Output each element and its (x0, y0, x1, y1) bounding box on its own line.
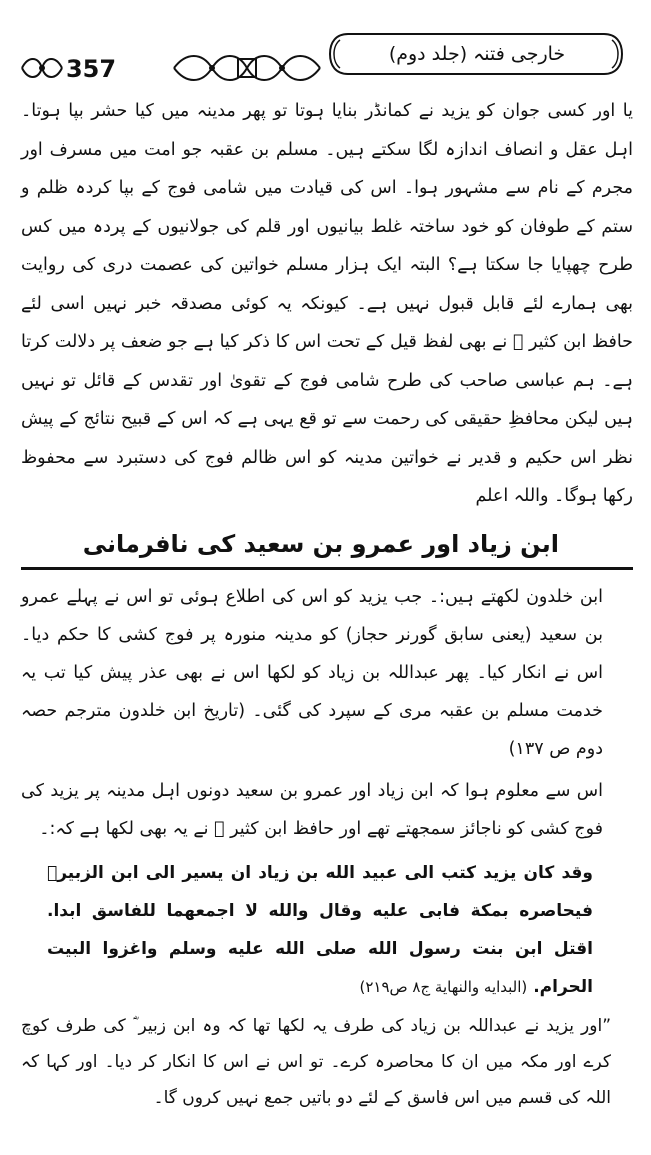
arabic-quote-reference: (البدايه والنهاية ج۸ ص۲۱۹) (359, 977, 528, 996)
heading-underline (21, 567, 633, 570)
center-ornament-icon (172, 50, 322, 86)
paragraph-1: یا اور کسی جوان کو یزید نے کمانڈر بنایا ہوتا تو پھر مدینہ میں کیا حشر بپا ہوتا۔ اہل عقل و انصاف اندازہ لگا سکتے ہیں۔ مسلم بن عقبہ جو امت میں مسرف اور مجرم کے نام سے مشہور ہوا۔ اس کی قیادت میں شامی فوج کے بپا کردہ ظلم و ستم کے طوفان کو خود ساختہ غلط بیانیوں اور قلم کی جولانیوں کے پردہ میں کس طرح چھپایا جا سکتا ہے؟ البتہ ایک ہزار مسلم خواتین کی عصمت دری کی روایت بھی ہمارے لئے قابل قبول نہیں ہے۔ کیونکہ یہ کوئی مصدقہ خبر نہیں اسی لئے حافظ ابن کثیر ﷫ نے بھی لفظ قیل کے تحت اس کا ذکر کیا ہے جو ضعف پر دلالت کرتا ہے۔ ہم عباسی صاحب کی طرح شامی فوج کے تقویٰ اور تقدس کے قائل تو نہیں ہیں لیکن محافظِ حقیقی کی رحمت سے تو قع یہی ہے کہ اس کے قبیح نتائج کے پیش نظر اس حکیم و قدیر نے خواتین مدینہ کو اس ظالم فوج کی دستبرد سے محفوظ رکھا ہوگا۔ واللہ اعلم (21, 101, 633, 506)
paragraph-3: اس سے معلوم ہوا کہ ابن زیاد اور عمرو بن سعید دونوں اہل مدینہ پر یزید کی فوج کشی کو ناجائز سمجھتے تھے اور حافظ ابن کثیر ﷫ نے یہ بھی لکھا ہے کہ:۔ (21, 780, 603, 839)
section-heading-block (21, 520, 633, 572)
page-number: 357 (65, 55, 117, 83)
page-body (21, 92, 633, 1116)
section-heading: ابن زیاد اور عمرو بن سعید کی نافرمانی (82, 529, 559, 558)
book-title: خارجی فتنہ (جلد دوم) (388, 43, 566, 65)
arabic-quotation (47, 854, 593, 1006)
left-ornament-icon (18, 50, 66, 86)
urdu-translation: ”اور یزید نے عبداللہ بن زیاد کی طرف یہ لکھا تھا کہ وہ ابن زبیر ؓ کی طرف کوچ کرے اور مکہ میں ان کا محاصرہ کرے۔ تو اس نے اس کا انکار کر دیا۔ اور کہا کہ اللہ کی قسم میں اس فاسق کے لئے دو باتیں جمع نہیں کروں گا۔ (21, 1015, 611, 1108)
arabic-quote-text: وقد كان يزيد كتب الى عبيد الله بن زياد ان يسير الى ابن الزبيرؓ فيحاصره بمكة فابى عليه وقال والله لا اجمعهما للفاسق ابدا. اقتل ابن بنت رسول الله صلى الله عليه وسلم واغزوا البيت الحرام. (47, 862, 593, 997)
paragraph-2: ابن خلدون لکھتے ہیں:۔ جب یزید کو اس کی اطلاع ہوئی تو اس نے پہلے عمرو بن سعید (یعنی سابق گورنر حجاز) کو مدینہ منورہ پر فوج کشی کا حکم دیا۔ اس نے انکار کیا۔ پھر عبداللہ بن زیاد کو لکھا اس نے بھی عذر پیش کیا تب یہ خدمت مسلم بن عقبہ مری کے سپرد کی گئی۔ (تاریخ ابن خلدون مترجم حصہ دوم ص ۱۳۷) (21, 586, 603, 759)
page-header (0, 0, 651, 95)
